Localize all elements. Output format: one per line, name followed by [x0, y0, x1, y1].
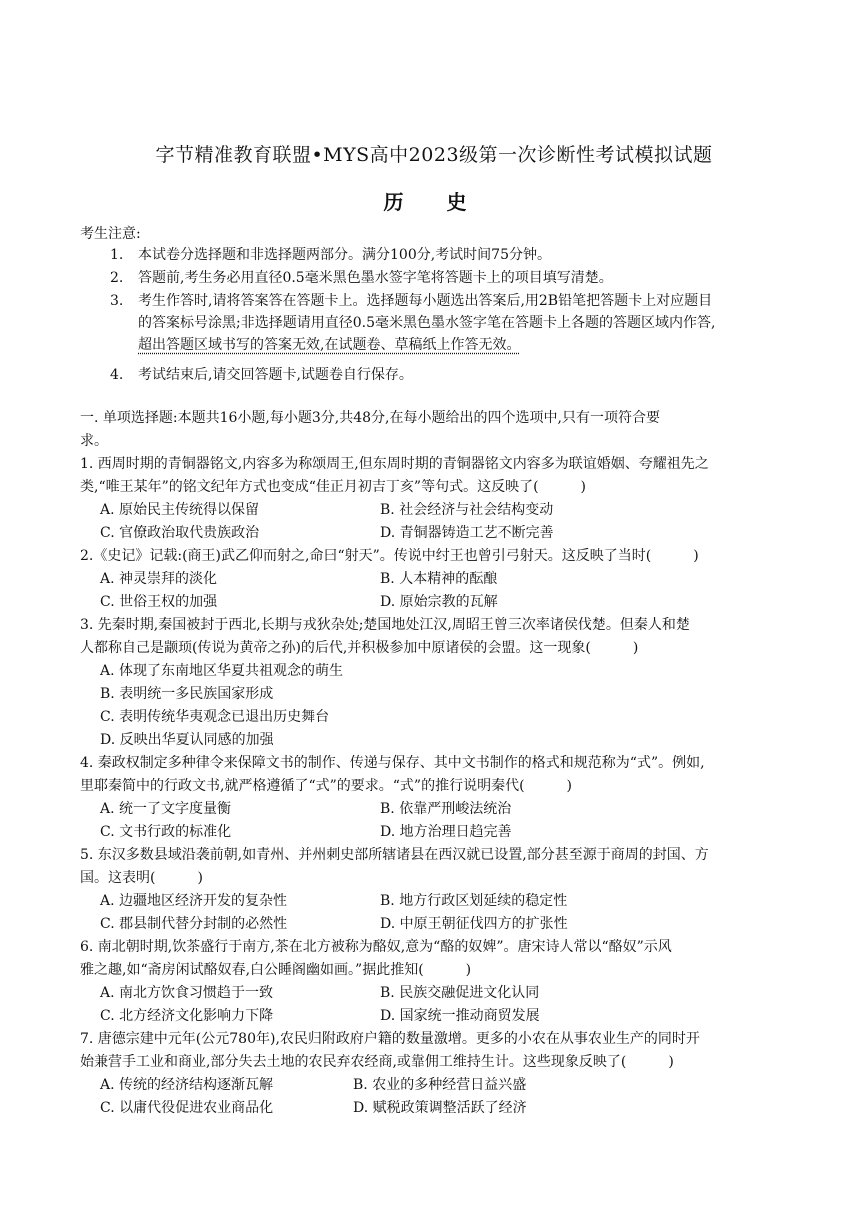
option-b[interactable]: B. 依靠严刑峻法统治	[380, 801, 512, 817]
option-b[interactable]: B. 表明统一多民族国家形成	[100, 686, 274, 702]
question-3-options	[100, 660, 760, 752]
option-c[interactable]: C. 文书行政的标准化	[100, 824, 232, 840]
option-d[interactable]: D. 国家统一推动商贸发展	[380, 1008, 540, 1024]
notice-item-text: 考试结束后,请交回答题卡,试题卷自行保存。	[138, 367, 413, 383]
question-text: 3. 先秦时期,秦国被封于西北,长期与戎狄杂处;楚国地处江汉,周昭王曾三次率诸侯伐楚。但秦人和楚	[80, 617, 690, 633]
option-c[interactable]: C. 世俗王权的加强	[100, 594, 218, 610]
question-text: 人都称自己是颛顼(传说为黄帝之孙)的后代,并积极参加中原诸侯的会盟。这一现象( )	[80, 640, 639, 656]
notice-item-text-cont: 的答案标号涂黑;非选择题请用直径0.5毫米黑色墨水签字笔在答题卡上各题的答题区域内作答,	[138, 315, 716, 331]
question-2-options	[100, 568, 760, 614]
option-b[interactable]: B. 地方行政区划延续的稳定性	[380, 893, 568, 909]
question-3	[80, 614, 792, 660]
option-b[interactable]: B. 社会经济与社会结构变动	[380, 502, 554, 518]
question-text: 国。这表明( )	[80, 870, 203, 886]
option-b[interactable]: B. 民族交融促进文化认同	[380, 985, 540, 1001]
question-6-options	[100, 982, 760, 1028]
option-b[interactable]: B. 人本精神的酝酿	[380, 571, 498, 587]
question-1-options	[100, 499, 760, 545]
question-2	[80, 545, 792, 568]
question-5	[80, 844, 792, 890]
notice-item-number: 2.	[110, 270, 124, 286]
option-a[interactable]: A. 边疆地区经济开发的复杂性	[100, 893, 288, 909]
section-heading-line: 求。	[80, 433, 108, 449]
question-4-options	[100, 798, 760, 844]
question-text: 2.《史记》记载:(商王)武乙仰而射之,命曰“射天”。传说中纣王也曾引弓射天。这反映了当时( )	[80, 548, 699, 564]
option-d[interactable]: D. 中原王朝征伐四方的扩张性	[380, 916, 568, 932]
option-a[interactable]: A. 神灵崇拜的淡化	[100, 571, 218, 587]
question-5-options	[100, 890, 760, 936]
notice-item-1	[110, 244, 810, 266]
notice-item-number: 3.	[110, 293, 124, 309]
question-text: 5. 东汉多数县域沿袭前朝,如青州、并州刺史部所辖诸县在西汉就已设置,部分甚至源于商周的封国、方	[80, 847, 709, 863]
question-text: 雅之趣,如“斋房闲试酪奴春,白公睡阁幽如画。”据此推知( )	[80, 962, 472, 978]
option-c[interactable]: C. 表明传统华夷观念已退出历史舞台	[100, 709, 330, 725]
notice-item-text: 本试卷分选择题和非选择题两部分。满分100分,考试时间75分钟。	[138, 247, 551, 263]
option-c[interactable]: C. 官僚政治取代贵族政治	[100, 525, 260, 541]
question-7-options	[100, 1074, 760, 1120]
question-4	[80, 752, 792, 798]
option-a[interactable]: A. 原始民主传统得以保留	[100, 502, 260, 518]
option-a[interactable]: A. 体现了东南地区华夏共祖观念的萌生	[100, 663, 344, 679]
notice-item-text: 考生作答时,请将答案答在答题卡上。选择题每小题选出答案后,用2B铅笔把答题卡上对应题目	[138, 293, 713, 309]
question-1	[80, 453, 792, 499]
option-a[interactable]: A. 统一了文字度量衡	[100, 801, 232, 817]
notice-item-text-emphasis: 超出答题区域书写的答案无效,在试题卷、草稿纸上作答无效。	[138, 337, 521, 353]
option-d[interactable]: D. 原始宗教的瓦解	[380, 594, 498, 610]
question-text: 类,“唯王某年”的铭文纪年方式也变成“佳正月初吉丁亥”等句式。这反映了( )	[80, 479, 587, 495]
notice-item-3	[110, 290, 810, 356]
notice-item-2	[110, 267, 810, 289]
question-text: 里耶秦简中的行政文书,就严格遵循了“式”的要求。“式”的推行说明秦代( )	[80, 778, 573, 794]
option-a[interactable]: A. 南北方饮食习惯趋于一致	[100, 985, 274, 1001]
exam-title: 字节精准教育联盟•MYS高中2023级第一次诊断性考试模拟试题	[155, 144, 713, 166]
notice-item-number: 4.	[110, 367, 124, 383]
option-d[interactable]: D. 反映出华夏认同感的加强	[100, 732, 274, 748]
option-c[interactable]: C. 以庸代役促进农业商品化	[100, 1100, 274, 1116]
option-d[interactable]: D. 青铜器铸造工艺不断完善	[380, 525, 554, 541]
notice-heading: 考生注意:	[80, 226, 141, 242]
notice-item-4	[110, 364, 810, 386]
notice-item-number: 1.	[110, 247, 124, 263]
question-text: 6. 南北朝时期,饮茶盛行于南方,茶在北方被称为酪奴,意为“酪的奴婢”。唐宋诗人常以“酪奴”示风	[80, 939, 672, 955]
section-heading	[80, 407, 795, 453]
notice-item-text: 答题前,考生务必用直径0.5毫米黑色墨水签字笔将答题卡上的项目填写清楚。	[138, 270, 613, 286]
option-b[interactable]: B. 农业的多种经营日益兴盛	[353, 1077, 527, 1093]
option-c[interactable]: C. 郡县制代替分封制的必然性	[100, 916, 288, 932]
question-7	[80, 1028, 792, 1074]
option-a[interactable]: A. 传统的经济结构逐渐瓦解	[100, 1077, 274, 1093]
question-text: 始兼营手工业和商业,部分失去土地的农民弃农经商,或靠佣工维持生计。这些现象反映了( )	[80, 1054, 674, 1070]
subject-title: 历 史	[383, 190, 485, 214]
question-text: 7. 唐德宗建中元年(公元780年),农民归附政府户籍的数量激增。更多的小农在从事农业生产的同时开	[80, 1031, 700, 1047]
option-d[interactable]: D. 赋税政策调整活跃了经济	[353, 1100, 527, 1116]
question-6	[80, 936, 792, 982]
section-heading-line: 一. 单项选择题:本题共16小题,每小题3分,共48分,在每小题给出的四个选项中,只有一项符合要	[80, 410, 660, 426]
option-c[interactable]: C. 北方经济文化影响力下降	[100, 1008, 274, 1024]
option-d[interactable]: D. 地方治理日趋完善	[380, 824, 512, 840]
question-text: 1. 西周时期的青铜器铭文,内容多为称颂周王,但东周时期的青铜器铭文内容多为联谊婚姻、夸耀祖先之	[80, 456, 709, 472]
question-text: 4. 秦政权制定多种律令来保障文书的制作、传递与保存、其中文书制作的格式和规范称为“式”。例如,	[80, 755, 705, 771]
